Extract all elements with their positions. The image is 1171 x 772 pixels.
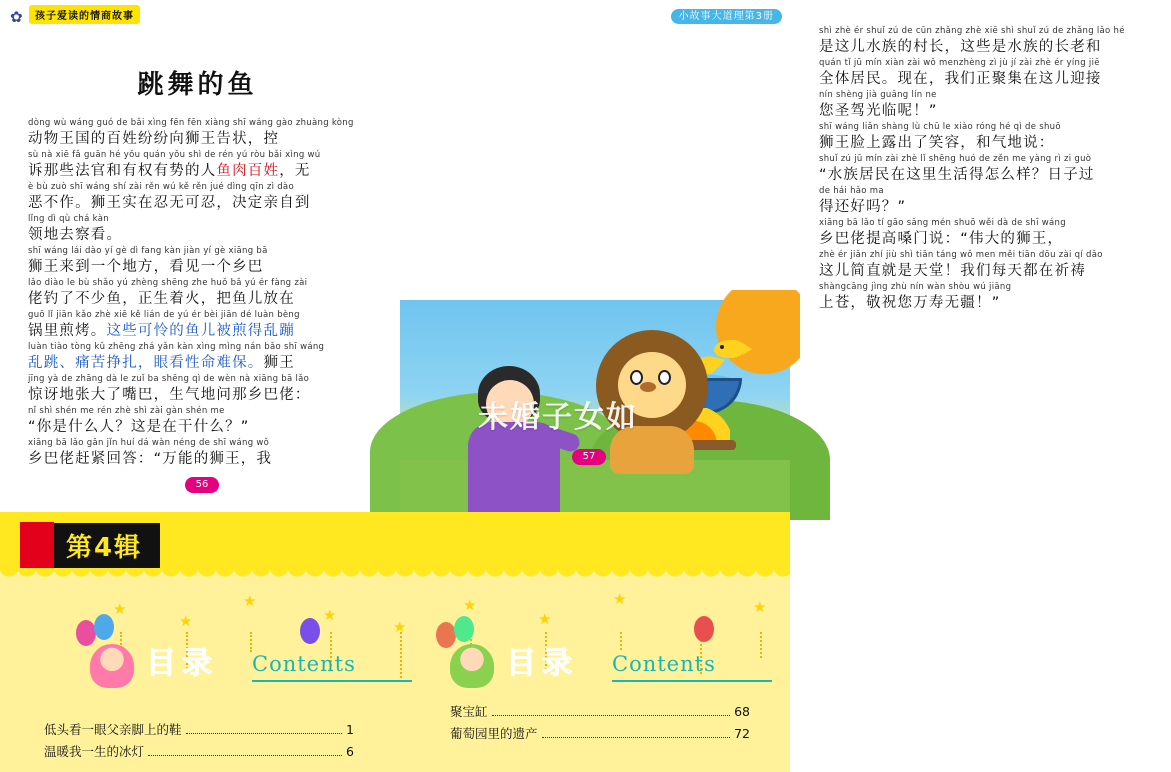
text-line — [819, 26, 1171, 57]
hanzi-line: 恶不作。狮王实在忍无可忍，决定亲自到 — [28, 195, 311, 211]
text-line — [819, 122, 1171, 153]
pinyin-line: luàn tiào tòng kǔ zhēng zhá yǎn kàn xìng mìng nán bǎo shī wáng — [28, 342, 325, 352]
volume-red-bar — [20, 522, 54, 568]
pinyin-line: zhè ér jiǎn zhí jiù shì tiān táng wǒ men měi tiān dōu zài qí dǎo — [819, 250, 1103, 260]
hanzi-line: 您圣驾光临呢！” — [819, 103, 938, 119]
kid-illustration — [450, 644, 494, 688]
pinyin-line: guō lǐ jiān kǎo zhè xiē kě lián de yú ér bèi jiān dé luàn bèng — [28, 310, 300, 320]
hanzi-line: 狮王来到一个地方，看见一个乡巴 — [28, 259, 264, 275]
pinyin-line: nǐ shì shén me rén zhè shì zài gàn shén me — [28, 406, 225, 416]
pinyin-line: shuǐ zú jū mín zài zhè lǐ shēng huó de zěn me yàng rì zi guò — [819, 154, 1092, 164]
pinyin-line: xiāng bā lǎo gǎn jǐn huí dá wàn néng de shī wáng wǒ — [28, 438, 270, 448]
hanzi-line: 诉那些法官和有权有势的人鱼肉百姓，无 — [28, 163, 311, 179]
toc-entry[interactable] — [44, 742, 354, 764]
left-page-header — [10, 4, 140, 24]
hanzi-line: “你是什么人？这是在干什么？” — [28, 419, 250, 435]
contents-underline — [612, 680, 772, 682]
text-line — [28, 406, 378, 437]
watermark: 未婚子女如 — [478, 400, 638, 435]
contents-title-en: Contents — [252, 652, 356, 676]
left-page-number: 56 — [185, 477, 219, 493]
pinyin-line: è bù zuò shī wáng shí zài rěn wú kě rěn jué dìng qīn zì dào — [28, 182, 294, 192]
hanzi-line: 全体居民。现在，我们正聚集在这儿迎接 — [819, 71, 1102, 87]
toc-leader-dots — [186, 733, 343, 734]
hanzi-line: 领地去察看。 — [28, 227, 123, 243]
pinyin-line: nín shèng jià guāng lín ne — [819, 90, 937, 100]
text-line — [819, 250, 1171, 281]
text-line — [819, 186, 1171, 217]
volume-label-group — [20, 522, 160, 568]
contents-heading-left — [90, 638, 430, 690]
toc-entry-page: 72 — [734, 726, 750, 741]
text-line — [28, 246, 378, 277]
toc-entry[interactable] — [44, 720, 354, 742]
toc-leader-dots — [492, 715, 731, 716]
text-line — [819, 218, 1171, 249]
left-header-label: 孩子爱读的情商故事 — [29, 5, 140, 24]
contents-band — [0, 512, 790, 772]
left-page-text — [28, 118, 378, 470]
text-line — [819, 282, 1171, 313]
text-line — [28, 150, 378, 181]
hanzi-line: 锅里煎烤。这些可怜的鱼儿被煎得乱蹦 — [28, 323, 295, 339]
girl-character — [462, 366, 570, 512]
text-line — [28, 342, 378, 373]
contents-heading-right — [450, 638, 790, 690]
pinyin-line: xiāng bā lǎo tí gāo sǎng mén shuō wěi dà de shī wáng — [819, 218, 1066, 228]
star-decorations: ★ ★ ★ ★ ★ ★ ★ ★ ★ — [0, 572, 790, 642]
hanzi-line: “水族居民在这里生活得怎么样？日子过 — [819, 167, 1095, 183]
pinyin-line: lǎo diào le bù shǎo yú zhèng shēng zhe huǒ bǎ yú ér fàng zài — [28, 278, 308, 288]
pinyin-line: shī wáng liǎn shàng lù chū le xiào róng hé qì de shuō — [819, 122, 1061, 132]
toc-entry-page: 1 — [346, 722, 354, 737]
ground — [400, 460, 790, 512]
text-line — [819, 90, 1171, 121]
text-line — [819, 154, 1171, 185]
toc-list-left — [44, 720, 354, 764]
story-title: 跳舞的鱼 — [137, 70, 258, 100]
pinyin-line: lǐng dì qù chá kàn — [28, 214, 109, 224]
volume-label: 第4辑 — [54, 523, 160, 568]
pinyin-line: shì zhè ér shuǐ zú de cūn zhǎng zhè xiē shì shuǐ zú de zhǎng lǎo hé — [819, 26, 1125, 36]
hanzi-line: 佬钓了不少鱼，正生着火，把鱼儿放在 — [28, 291, 295, 307]
hanzi-line: 乡巴佬提高嗓门说：“伟大的狮王， — [819, 231, 1064, 247]
hanzi-line: 狮王脸上露出了笑容，和气地说： — [819, 135, 1055, 151]
text-line — [28, 278, 378, 309]
right-page-header — [671, 4, 782, 24]
hanzi-line: 是这儿水族的村长，这些是水族的长老和 — [819, 39, 1102, 55]
text-line — [28, 374, 378, 405]
toc-leader-dots — [542, 737, 731, 738]
hanzi-line: 得还好吗？” — [819, 199, 907, 215]
lion-nose — [640, 382, 656, 392]
text-line — [819, 58, 1171, 89]
toc-entry-page: 6 — [346, 744, 354, 759]
hanzi-line: 上苍，敬祝您万寿无疆！” — [819, 295, 1001, 311]
text-line — [28, 438, 378, 469]
toc-entry-label: 温暖我一生的冰灯 — [44, 744, 145, 759]
text-line — [28, 310, 378, 341]
hanzi-line: 乡巴佬赶紧回答：“万能的狮王，我 — [28, 451, 273, 467]
flower-icon — [10, 7, 25, 22]
hanzi-line: 惊讶地张大了嘴巴，生气地问那乡巴佬： — [28, 387, 311, 403]
toc-entry[interactable] — [450, 724, 750, 746]
right-header-label: 小故事大道理第3册 — [671, 9, 782, 24]
pinyin-line: shàngcāng jìng zhù nín wàn shòu wú jiāng — [819, 282, 1012, 292]
hanzi-line: 动物王国的百姓纷纷向狮王告状，控 — [28, 131, 280, 147]
contents-underline — [252, 680, 412, 682]
kid-illustration — [90, 644, 134, 688]
right-page-text — [819, 26, 1171, 314]
pinyin-line: jīng yà de zhāng dà le zuǐ ba shēng qì de wèn nà xiāng bā lǎo — [28, 374, 310, 384]
text-line — [28, 182, 378, 213]
right-page-number: 57 — [572, 449, 606, 465]
toc-list-right — [450, 702, 750, 746]
toc-leader-dots — [148, 755, 342, 756]
pinyin-line: dòng wù wáng guó de bǎi xìng fēn fēn xiàng shī wáng gào zhuàng kòng — [28, 118, 354, 128]
toc-entry-page: 68 — [734, 704, 750, 719]
toc-entry-label: 聚宝缸 — [450, 704, 488, 719]
text-line — [28, 118, 378, 149]
toc-entry-label: 低头看一眼父亲脚上的鞋 — [44, 722, 182, 737]
pinyin-line: de hái hǎo ma — [819, 186, 884, 196]
left-page — [0, 0, 396, 512]
contents-title-cn: 目录 — [146, 646, 218, 681]
hanzi-line: 这儿简直就是天堂！我们每天都在祈祷 — [819, 263, 1086, 279]
pinyin-line: sù nà xiē fǎ guān hé yǒu quán yǒu shì de rén yú ròu bǎi xìng wú — [28, 150, 321, 160]
pinyin-line: shī wáng lái dào yí gè dì fang kàn jiàn yí gè xiāng bā — [28, 246, 268, 256]
contents-title-cn: 目录 — [506, 646, 578, 681]
toc-entry[interactable] — [450, 702, 750, 724]
hanzi-line: 乱跳、痛苦挣扎，眼看性命难保。狮王 — [28, 355, 295, 371]
pinyin-line: quán tǐ jū mín xiàn zài wǒ menzhèng zì jù jí zài zhè ér yíng jiē — [819, 58, 1100, 68]
contents-title-en: Contents — [612, 652, 716, 676]
toc-entry-label: 葡萄园里的遗产 — [450, 726, 538, 741]
text-line — [28, 214, 378, 245]
